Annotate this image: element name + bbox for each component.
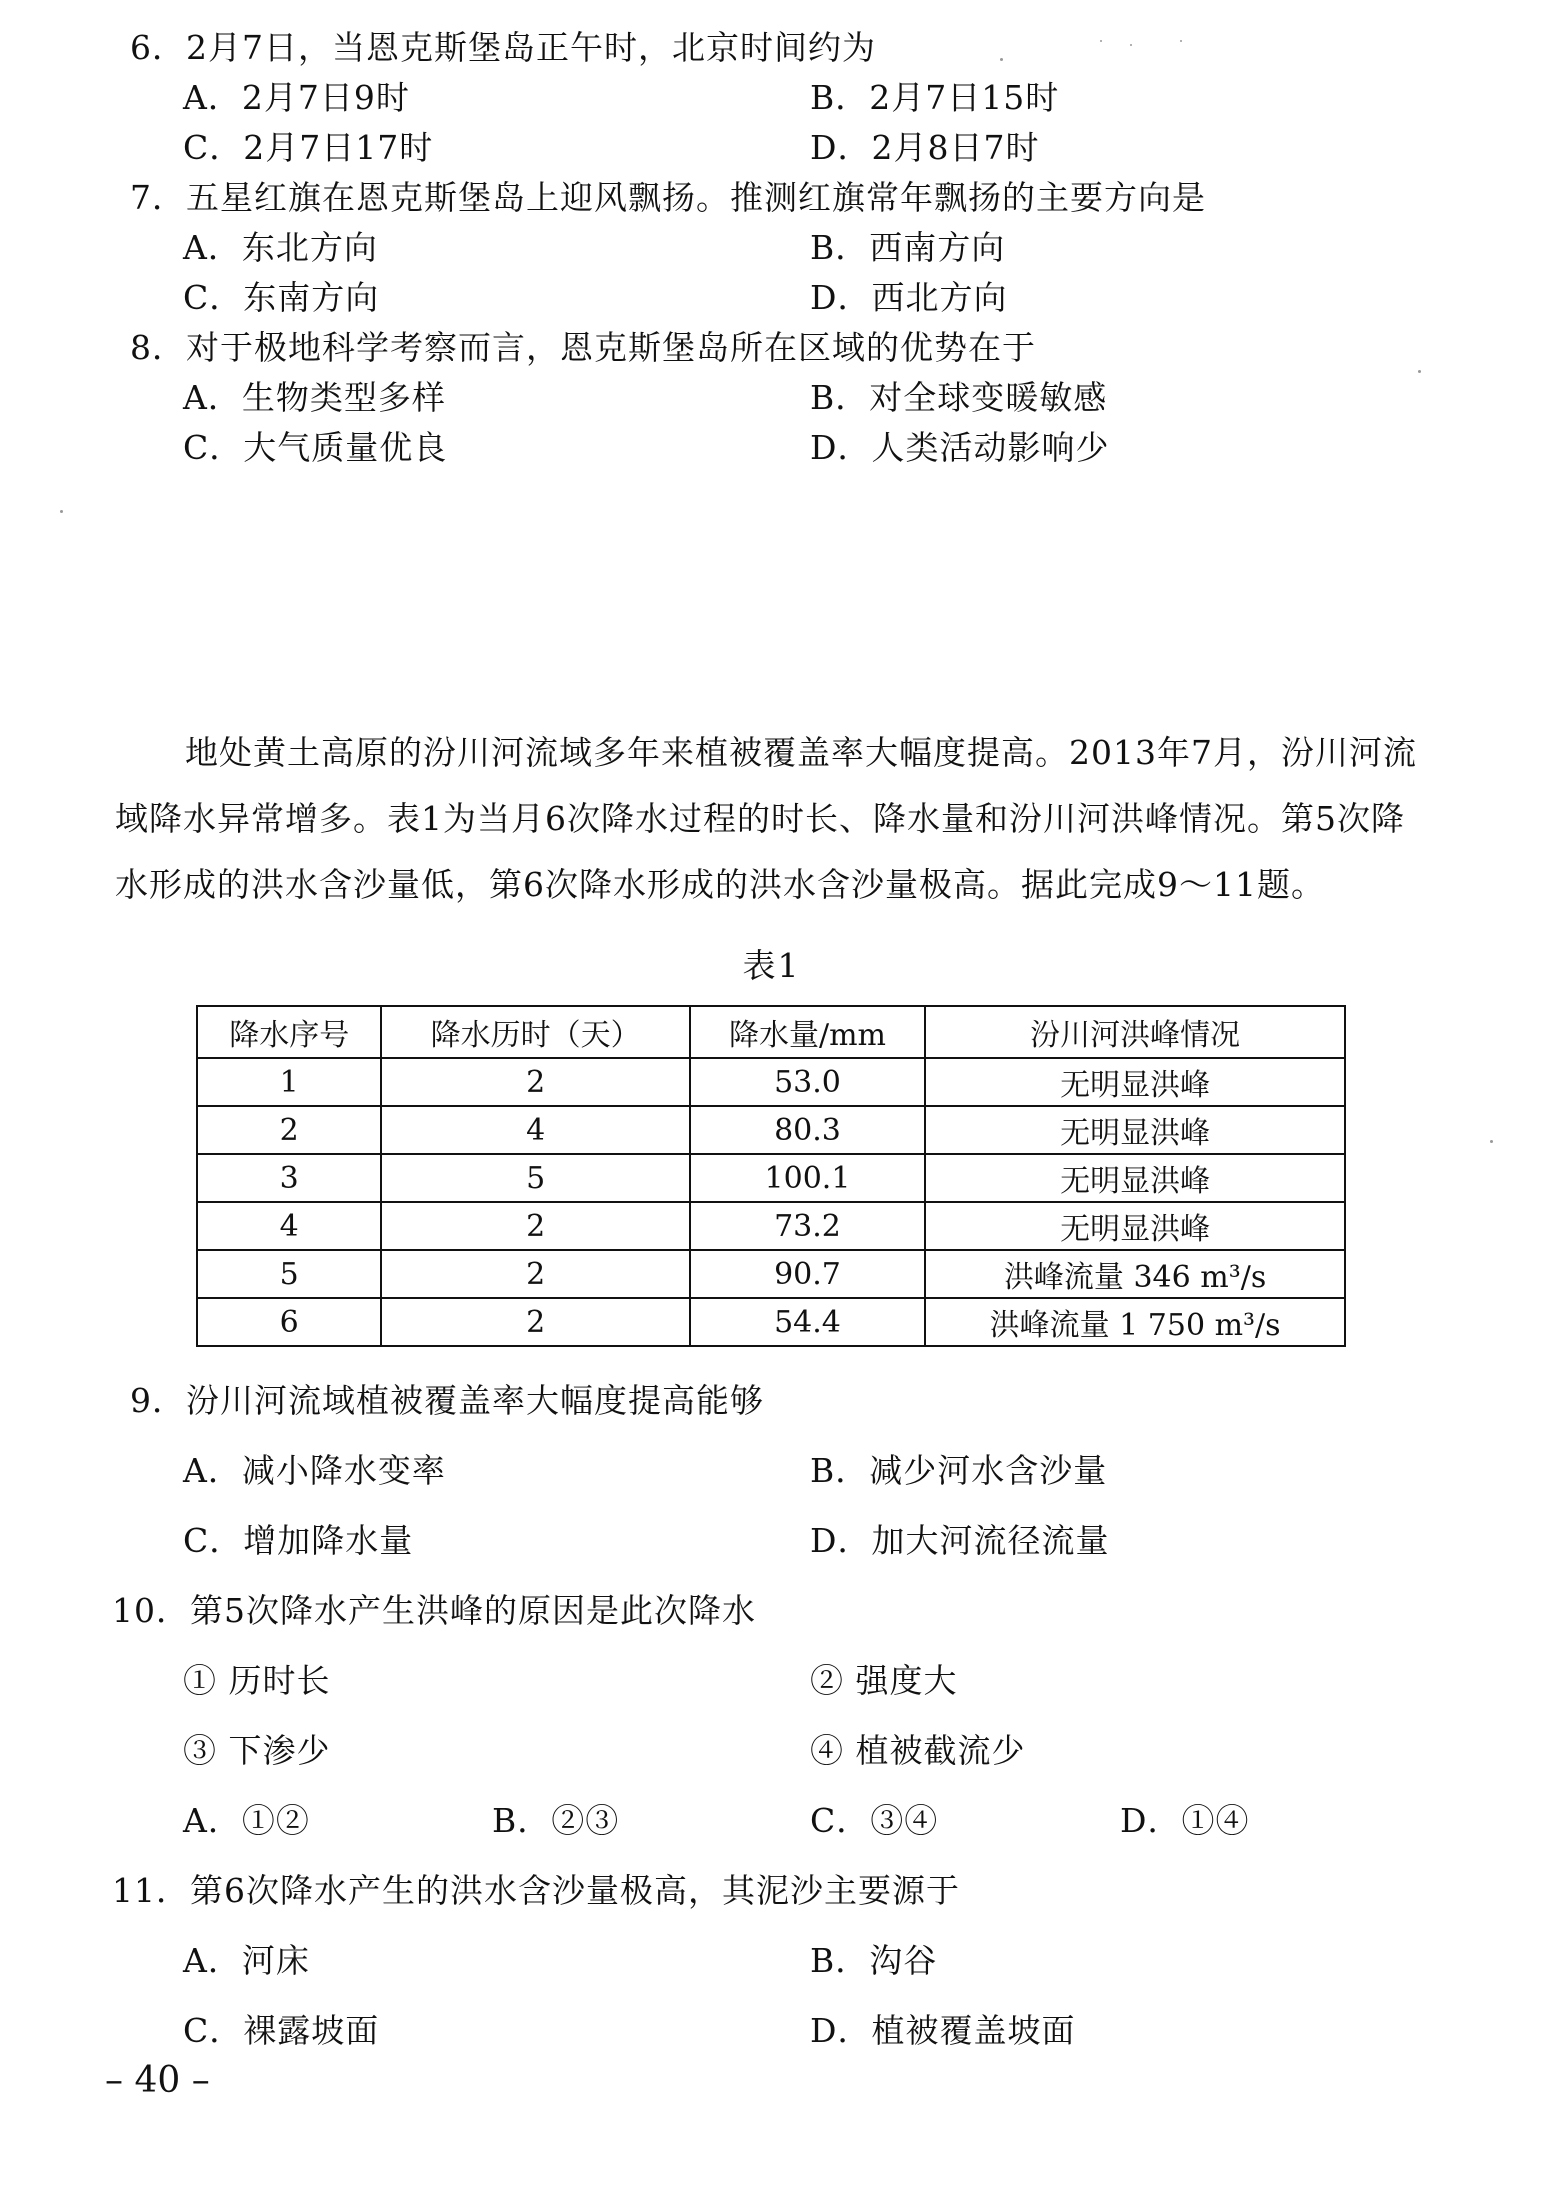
table-cell: 90.7	[690, 1250, 925, 1298]
question-11-option-a[interactable]: A．河床	[183, 1941, 310, 1980]
question-8-stem: 8．对于极地科学考察而言，恩克斯堡岛所在区域的优势在于	[130, 328, 1036, 367]
question-7-stem: 7．五星红旗在恩克斯堡岛上迎风飘扬。推测红旗常年飘扬的主要方向是	[130, 178, 1206, 217]
page-number: – 40 –	[105, 2060, 210, 2101]
question-10-option-b[interactable]: B．②③	[492, 1801, 620, 1840]
table-cell: 4	[197, 1202, 381, 1250]
question-9-option-a[interactable]: A．减小降水变率	[183, 1451, 446, 1490]
table-cell: 6	[197, 1298, 381, 1346]
question-10-item-2: ② 强度大	[810, 1661, 958, 1700]
question-11-stem: 11．第6次降水产生的洪水含沙量极高，其泥沙主要源于	[112, 1871, 960, 1910]
table-row	[197, 1106, 1345, 1154]
question-6-option-c[interactable]: C．2月7日17时	[183, 128, 434, 167]
table-header-cell: 降水历时（天）	[381, 1006, 689, 1058]
question-9-option-d[interactable]: D．加大河流径流量	[810, 1521, 1110, 1560]
passage-text: 地处黄土高原的汾川河流域多年来植被覆盖率大幅度提高。2013年7月，汾川河流域降水异常增多。表1为当月6次降水过程的时长、降水量和汾川河洪峰情况。第5次降水形成的洪水含沙量低，第6次降水形成的洪水含沙量极高。据此完成9～11题。	[115, 733, 1417, 904]
table-cell: 洪峰流量 1 750 m³/s	[925, 1298, 1345, 1346]
question-9-stem: 9．汾川河流域植被覆盖率大幅度提高能够	[130, 1381, 764, 1420]
table-cell: 3	[197, 1154, 381, 1202]
table-cell: 5	[381, 1154, 689, 1202]
question-10-stem: 10．第5次降水产生洪峰的原因是此次降水	[112, 1591, 756, 1630]
question-6-stem: 6．2月7日，当恩克斯堡岛正午时，北京时间约为	[130, 28, 876, 67]
question-8-option-d[interactable]: D．人类活动影响少	[810, 428, 1110, 467]
question-7-option-c[interactable]: C．东南方向	[183, 278, 380, 317]
question-8-option-c[interactable]: C．大气质量优良	[183, 428, 448, 467]
question-10-item-3: ③ 下渗少	[183, 1731, 331, 1770]
table-cell: 73.2	[690, 1202, 925, 1250]
question-10-option-a[interactable]: A．①②	[183, 1801, 310, 1840]
table-header-cell: 降水序号	[197, 1006, 381, 1058]
question-11-option-d[interactable]: D．植被覆盖坡面	[810, 2011, 1076, 2050]
question-9-option-c[interactable]: C．增加降水量	[183, 1521, 414, 1560]
table-cell: 80.3	[690, 1106, 925, 1154]
table-header-cell: 汾川河洪峰情况	[925, 1006, 1345, 1058]
table-cell: 54.4	[690, 1298, 925, 1346]
question-6-option-b[interactable]: B．2月7日15时	[810, 78, 1060, 117]
scan-speck	[1418, 370, 1421, 373]
question-8-option-b[interactable]: B．对全球变暖敏感	[810, 378, 1108, 417]
question-10-option-c[interactable]: C．③④	[810, 1801, 939, 1840]
scan-speck	[1180, 40, 1182, 42]
table-cell: 无明显洪峰	[925, 1058, 1345, 1106]
question-7-option-a[interactable]: A．东北方向	[183, 228, 378, 267]
table-cell: 5	[197, 1250, 381, 1298]
table-header-row	[197, 1006, 1345, 1058]
table-cell: 53.0	[690, 1058, 925, 1106]
table-cell: 2	[381, 1298, 689, 1346]
question-11-option-c[interactable]: C．裸露坡面	[183, 2011, 380, 2050]
question-8-option-a[interactable]: A．生物类型多样	[183, 378, 446, 417]
table-cell: 无明显洪峰	[925, 1154, 1345, 1202]
scan-speck	[1000, 58, 1003, 61]
question-7-option-d[interactable]: D．西北方向	[810, 278, 1008, 317]
table-cell: 无明显洪峰	[925, 1106, 1345, 1154]
table-cell: 2	[381, 1250, 689, 1298]
scan-speck	[1130, 44, 1132, 46]
table-cell: 4	[381, 1106, 689, 1154]
question-10-item-4: ④ 植被截流少	[810, 1731, 1026, 1770]
question-9-option-b[interactable]: B．减少河水含沙量	[810, 1451, 1108, 1490]
table-cell: 2	[197, 1106, 381, 1154]
table-header-cell: 降水量/mm	[690, 1006, 925, 1058]
table-row	[197, 1298, 1345, 1346]
table-cell: 无明显洪峰	[925, 1202, 1345, 1250]
question-7-option-b[interactable]: B．西南方向	[810, 228, 1006, 267]
scan-speck	[1100, 40, 1102, 42]
table-cell: 洪峰流量 346 m³/s	[925, 1250, 1345, 1298]
question-10-item-1: ① 历时长	[183, 1661, 331, 1700]
table-cell: 2	[381, 1058, 689, 1106]
table-cell: 100.1	[690, 1154, 925, 1202]
table-title: 表1	[742, 946, 801, 985]
scan-speck	[60, 510, 63, 513]
precipitation-table	[196, 1005, 1346, 1347]
table-cell: 2	[381, 1202, 689, 1250]
table-row	[197, 1202, 1345, 1250]
question-6-option-a[interactable]: A．2月7日9时	[183, 78, 410, 117]
question-6-option-d[interactable]: D．2月8日7时	[810, 128, 1040, 167]
table-row	[197, 1250, 1345, 1298]
question-11-option-b[interactable]: B．沟谷	[810, 1941, 938, 1980]
table-cell: 1	[197, 1058, 381, 1106]
table-row	[197, 1058, 1345, 1106]
scan-speck	[1490, 1140, 1493, 1143]
table-row	[197, 1154, 1345, 1202]
reading-passage	[115, 720, 1435, 918]
question-10-option-d[interactable]: D．①④	[1120, 1801, 1250, 1840]
